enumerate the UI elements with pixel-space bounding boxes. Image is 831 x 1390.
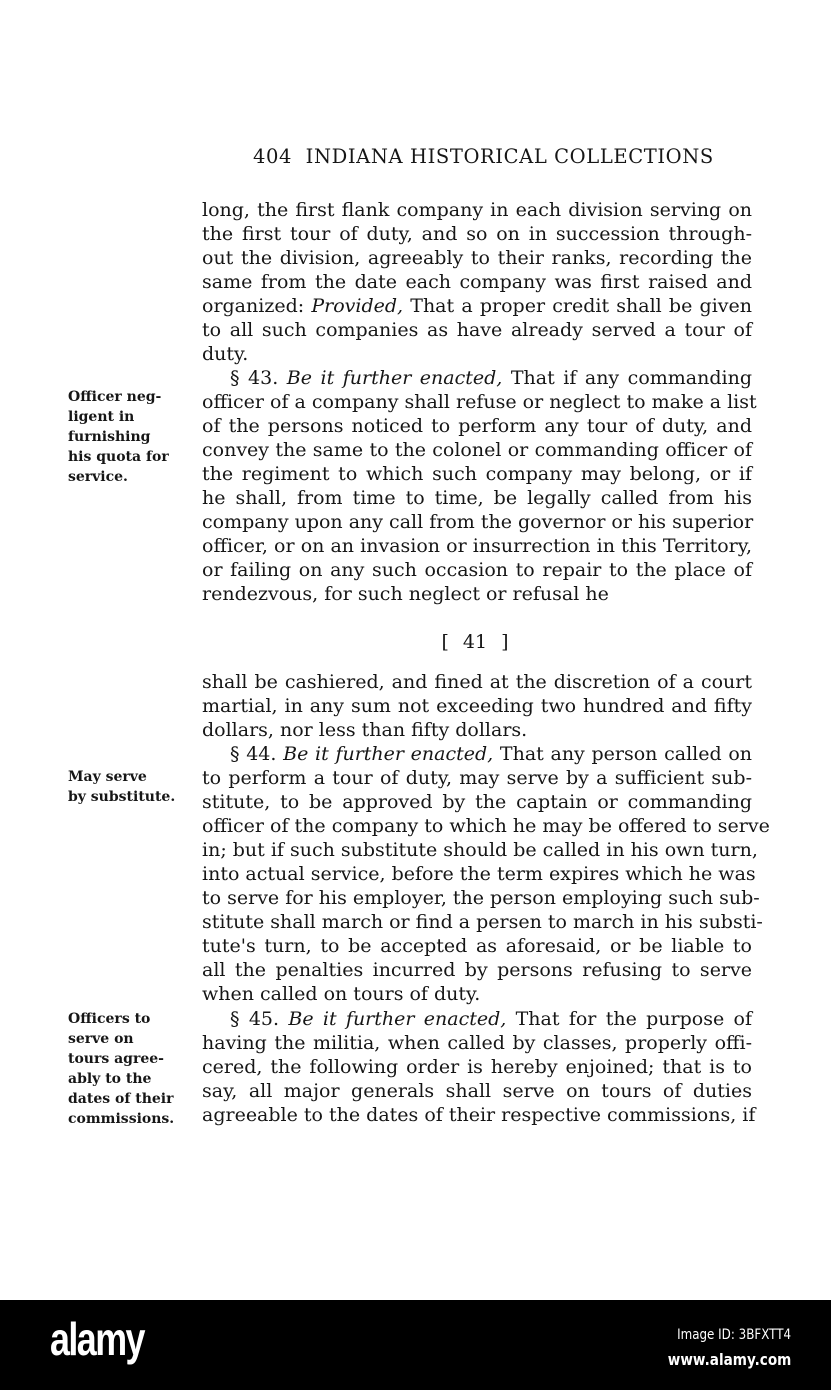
paragraph — [202, 1007, 756, 1127]
text-segment: cered, the following order is hereby enjoined; that is to — [202, 1056, 752, 1078]
side-note-line: commissions. — [68, 1111, 175, 1127]
text-segment: That any person called on — [493, 743, 752, 765]
text-line — [202, 958, 752, 982]
text-line — [202, 742, 752, 766]
text-segment: long, the first flank company in each division serving on — [202, 199, 752, 221]
text-segment: say, all major generals shall serve on tours of duties — [202, 1080, 752, 1102]
text-line — [202, 670, 752, 694]
text-line — [202, 934, 752, 958]
text-line — [202, 1103, 756, 1127]
watermark-url: www.alamy.com — [667, 1350, 791, 1369]
text-line — [202, 294, 752, 318]
page-number: 404 — [253, 145, 293, 168]
text-segment: convey the same to the colonel or commanding officer of — [202, 439, 752, 461]
text-line — [202, 222, 752, 246]
side-note-line: service. — [68, 469, 128, 485]
text-segment: tute's turn, to be accepted as aforesaid, or be liable to — [202, 935, 752, 957]
text-line — [202, 390, 757, 414]
text-line — [202, 814, 770, 838]
text-line — [202, 982, 752, 1006]
text-line — [202, 366, 752, 390]
text-line — [202, 486, 752, 510]
text-line — [202, 558, 752, 582]
side-note — [68, 387, 169, 487]
text-line — [202, 1079, 752, 1103]
text-line — [202, 910, 763, 934]
text-line — [202, 198, 752, 222]
paragraph — [202, 198, 752, 366]
text-segment: shall be cashiered, and fined at the discretion of a court — [202, 671, 752, 693]
text-segment: company upon any call from the governor or his superior — [202, 511, 754, 533]
side-note-line: by substitute. — [68, 789, 176, 805]
alamy-logo: alamy — [50, 1313, 144, 1365]
text-line — [202, 790, 752, 814]
text-segment: when called on tours of duty. — [202, 983, 481, 1005]
side-note-line: his quota for — [68, 449, 169, 465]
text-line — [202, 270, 752, 294]
text-line — [202, 766, 752, 790]
text-segment: organized: — [202, 295, 312, 317]
text-segment: That a proper credit shall be given — [403, 295, 752, 317]
text-line — [202, 1031, 752, 1055]
text-line — [202, 1055, 752, 1079]
text-segment: stitute, to be approved by the captain or commanding — [202, 791, 752, 813]
text-line — [202, 1007, 752, 1031]
text-segment: of the persons noticed to perform any tour of duty, and — [202, 415, 752, 437]
text-line — [202, 582, 752, 606]
side-note-line: ably to the — [68, 1071, 152, 1087]
text-segment: officer of a company shall refuse or neglect to make a list — [202, 391, 757, 413]
text-line — [202, 414, 752, 438]
text-segment: he shall, from time to time, be legally called from his — [202, 487, 752, 509]
text-line — [202, 462, 752, 486]
running-header — [253, 145, 714, 168]
text-segment: having the militia, when called by classes, properly offi- — [202, 1032, 752, 1054]
running-title: INDIANA HISTORICAL COLLECTIONS — [305, 145, 714, 168]
original-page-number: [ 41 ] — [441, 631, 509, 653]
image-id: Image ID: 3BFXTT4 — [677, 1327, 791, 1343]
side-note-line: Officers to — [68, 1011, 151, 1027]
text-segment: dollars, nor less than fifty dollars. — [202, 719, 528, 741]
side-note-line: May serve — [68, 769, 147, 785]
text-segment: same from the date each company was first raised and — [202, 271, 752, 293]
text-segment: § 45. — [230, 1008, 289, 1030]
paragraph — [202, 366, 757, 606]
text-segment: the regiment to which such company may belong, or if — [202, 463, 752, 485]
side-note-line: furnishing — [68, 429, 151, 445]
text-segment: duty. — [202, 343, 249, 365]
side-note-line: serve on — [68, 1031, 134, 1047]
text-line — [202, 534, 752, 558]
side-note-line: dates of their — [68, 1091, 174, 1107]
text-segment: rendezvous, for such neglect or refusal he — [202, 583, 609, 605]
text-line — [202, 318, 752, 342]
text-segment: officer of the company to which he may be offered to serve — [202, 815, 770, 837]
text-line — [202, 718, 752, 742]
text-segment: to all such companies as have already served a tour of — [202, 319, 752, 341]
text-line — [202, 862, 756, 886]
text-segment: or failing on any such occasion to repair to the place of — [202, 559, 752, 581]
side-note — [68, 1009, 174, 1129]
text-segment: the first tour of duty, and so on in succession through- — [202, 223, 752, 245]
text-line — [202, 510, 752, 534]
text-segment: That if any commanding — [502, 367, 752, 389]
text-line — [202, 438, 752, 462]
text-segment: martial, in any sum not exceeding two hundred and fifty — [202, 695, 752, 717]
side-note-line: Officer neg- — [68, 389, 162, 405]
text-segment: stitute shall march or find a persen to march in his substi- — [202, 911, 763, 933]
text-line — [202, 246, 752, 270]
text-segment: all the penalties incurred by persons refusing to serve — [202, 959, 752, 981]
text-segment: out the division, agreeably to their ranks, recording the — [202, 247, 752, 269]
text-line — [202, 886, 760, 910]
text-segment: into actual service, before the term expires which he was — [202, 863, 756, 885]
italic-text: Be it further enacted, — [283, 743, 494, 765]
text-segment: officer, or on an invasion or insurrection in this Territory, — [202, 535, 752, 557]
text-segment: in; but if such substitute should be called in his own turn, — [202, 839, 758, 861]
text-segment: That for the purpose of — [506, 1008, 752, 1030]
text-segment: agreeable to the dates of their respective commissions, if — [202, 1104, 756, 1126]
paragraph — [202, 670, 752, 742]
side-note-line: tours agree- — [68, 1051, 164, 1067]
text-line — [202, 342, 752, 366]
side-note — [68, 767, 175, 807]
italic-text: Be it further enacted, — [286, 367, 503, 389]
text-line — [202, 838, 758, 862]
italic-text: Provided, — [311, 295, 404, 317]
italic-text: Be it further enacted, — [288, 1008, 507, 1030]
text-segment: to serve for his employer, the person employing such sub- — [202, 887, 760, 909]
side-note-line: ligent in — [68, 409, 135, 425]
text-segment: § 43. — [230, 367, 287, 389]
text-line — [202, 694, 752, 718]
text-segment: § 44. — [230, 743, 284, 765]
text-segment: to perform a tour of duty, may serve by a sufficient sub- — [202, 767, 752, 789]
paragraph — [202, 742, 770, 1006]
watermark-banner — [0, 1300, 831, 1390]
